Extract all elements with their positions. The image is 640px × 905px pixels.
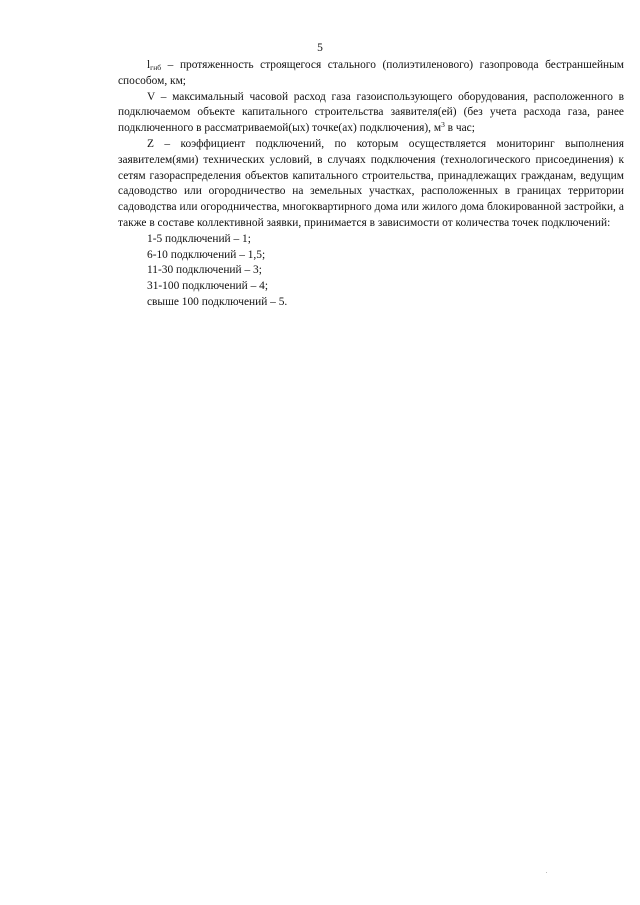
symbol-v: V [147, 90, 156, 103]
coefficient-item: 6-10 подключений – 1,5; [147, 248, 266, 261]
definition-z [118, 137, 624, 232]
definition-v-text: – максимальный часовой расход газа газоиспользующего оборудования, расположенного в подключаемом объекте капитального строительства заявителя(ей) (без учета расхода газа, ранее подключенного в рассматриваемой(ых) точке(ах) подключения), м [118, 90, 624, 135]
symbol-l: l [147, 59, 151, 71]
document-body [118, 58, 624, 311]
page-number: 5 [317, 42, 323, 54]
definition-l-gnb-text: – протяженность строящегося стального (полиэтиленового) газопровода бестраншейным способом, км; [118, 59, 624, 87]
scan-speck [546, 872, 547, 873]
coefficient-item: 11-30 подключений – 3; [147, 264, 262, 277]
superscript-3: 3 [441, 120, 445, 130]
coefficient-item: 31-100 подключений – 4; [147, 280, 268, 293]
coefficient-item: свыше 100 подключений – 5. [147, 295, 288, 308]
symbol-z: Z [147, 137, 154, 150]
definition-z-text: – коэффициент подключений, по которым осуществляется мониторинг выполнения заявителем(ями) технических условий, в случаях подключения (технологического присоединения) к сетям газораспределения объектов капитального строительства, принадлежащих гражданам, ведущим садоводство или огородничество на земельных участках, расположенных в границах территории садоводства или огородничества, многоквартирного дома или жилого дома блокированной застройки, а также в составе коллективной заявки, принимается в зависимости от количества точек подключений: [118, 137, 624, 229]
coefficient-item: 1-5 подключений – 1; [147, 232, 251, 245]
subscript-gnb: гнб [150, 63, 162, 72]
coefficient-list [118, 232, 624, 311]
definition-v-text-after: в час; [444, 122, 475, 135]
definition-l-gnb [118, 58, 624, 90]
definition-v [118, 90, 624, 137]
